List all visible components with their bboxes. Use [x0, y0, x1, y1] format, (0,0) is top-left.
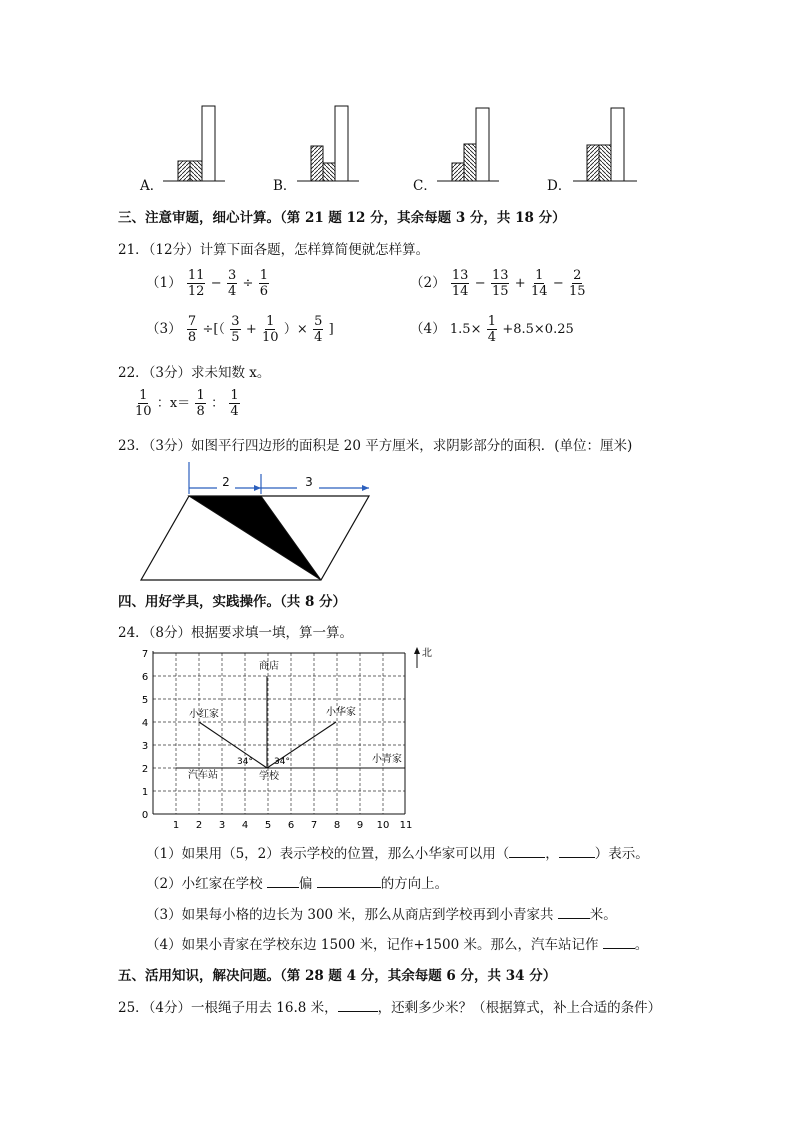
option-c-label: C． — [413, 178, 437, 194]
y-tick-label: 1 — [141, 787, 149, 798]
x-tick-label: 7 — [310, 820, 318, 831]
q21-p1-label: （1） — [146, 275, 182, 291]
x-tick-label: 4 — [241, 820, 249, 831]
q23-parallelogram-figure — [135, 460, 380, 585]
school-label: 学校 — [259, 771, 279, 782]
x-tick-label: 11 — [399, 820, 413, 831]
y-tick-label: 4 — [141, 718, 149, 729]
q23-stem: 23．（3分）如图平行四边形的面积是 20 平方厘米，求阴影部分的面积．(单位：厘米) — [118, 438, 633, 454]
q23-dim-2: 2 — [222, 475, 230, 489]
q21-p3-frac1: $\frac{7}{8}$ — [187, 314, 197, 345]
q21-p3-label: （3） — [146, 321, 182, 337]
option-b-chart — [297, 106, 359, 181]
q21-p2-frac3: $\frac{1}{14}$ — [530, 268, 548, 299]
y-tick-label: 0 — [141, 810, 149, 821]
q22-frac3: $\frac{1}{4}$ — [230, 388, 239, 419]
q24-sub3: （3）如果每小格的边长为 300 米，那么从商店到学校再到小青家共 米。 — [146, 903, 617, 923]
x-tick-label: 2 — [195, 820, 203, 831]
x-tick-label: 10 — [376, 820, 390, 831]
x-tick-label: 6 — [287, 820, 295, 831]
q21-p2-frac4: $\frac{2}{15}$ — [569, 268, 586, 299]
q21-p3-frac4: $\frac{5}{4}$ — [314, 314, 323, 345]
q21-part1: （1） $\frac{11}{12}$ − $\frac{3}{4}$ ÷ $\frac{1}{6}$ — [146, 268, 268, 299]
q22-frac1: $\frac{1}{10}$ — [135, 388, 152, 419]
x-tick-label: 5 — [264, 820, 272, 831]
bar-d2 — [599, 145, 611, 181]
y-tick-label: 6 — [141, 672, 149, 683]
q21-stem: 21．（12分）计算下面各题，怎样算简便就怎样算。 — [118, 242, 430, 258]
bar-c2 — [464, 144, 476, 181]
bar-b2 — [323, 163, 335, 181]
bar-b1 — [311, 146, 323, 181]
q24-sub1: （1）如果用（5，2）表示学校的位置，那么小华家可以用（ ， ）表示。 — [146, 842, 649, 862]
y-tick-label: 7 — [141, 649, 149, 660]
bar-a3 — [202, 106, 215, 181]
q21-p2-label: （2） — [410, 275, 446, 291]
y-tick-label: 3 — [141, 741, 149, 752]
q21-p4-frac: $\frac{1}{4}$ — [487, 314, 497, 345]
xiaohua-label: 小华家 — [326, 707, 356, 718]
section-4-title: 四、用好学具，实践操作。（共 8 分） — [118, 594, 347, 610]
q24-blank-y[interactable] — [559, 843, 595, 858]
bus-station-label: 汽车站 — [188, 770, 218, 781]
q21-part3: （3） $\frac{7}{8}$ ÷[（ $\frac{3}{5}$ + $\frac{1}{10}$ ）× $\frac{5}{4}$ ] — [146, 314, 334, 345]
section-3-title: 三、注意审题，细心计算。（第 21 题 12 分，其余每题 3 分，共 18 分） — [118, 210, 566, 226]
option-b-label: B． — [273, 178, 297, 194]
q21-p1-frac2: $\frac{3}{4}$ — [227, 268, 237, 299]
q24-sub2: （2）小红家在学校 偏 的方向上。 — [146, 872, 448, 892]
bar-c3 — [476, 108, 489, 181]
xiaohong-label: 小红家 — [189, 709, 219, 720]
q24-blank-bus[interactable] — [603, 934, 635, 949]
y-tick-label: 5 — [141, 695, 149, 706]
q22-frac2: $\frac{1}{8}$ — [196, 388, 205, 419]
bar-c1 — [452, 163, 464, 181]
q21-p1-frac3: $\frac{1}{6}$ — [259, 268, 268, 299]
option-c-chart — [437, 108, 499, 181]
option-a-chart — [163, 106, 225, 181]
x-tick-label: 9 — [356, 820, 364, 831]
q23-dim-3: 3 — [305, 475, 313, 489]
q24-blank-distance[interactable] — [558, 904, 590, 919]
option-d-label: D． — [547, 178, 572, 194]
q24-blank-direction[interactable] — [267, 873, 299, 888]
q21-p4-label: （4） — [410, 321, 446, 337]
q22-stem: 22．（3分）求未知数 x。 — [118, 365, 271, 381]
y-tick-label: 2 — [141, 764, 149, 775]
angle-right-label: 34° — [274, 757, 290, 767]
section-5-title: 五、活用知识，解决问题。（第 28 题 4 分，其余每题 6 分，共 34 分） — [118, 968, 557, 984]
q21-p2-frac2: $\frac{13}{15}$ — [491, 268, 509, 299]
q24-grid-map — [135, 643, 445, 833]
q21-p2-frac1: $\frac{13}{14}$ — [451, 268, 469, 299]
q22-equation: $\frac{1}{10}$ ：x＝ $\frac{1}{8}$ ： $\frac{1}{4}$ — [135, 388, 239, 419]
north-label: 北 — [422, 648, 432, 659]
bar-a2 — [190, 161, 202, 181]
option-a-label: A． — [140, 178, 164, 194]
x-tick-label: 8 — [333, 820, 341, 831]
option-charts — [130, 98, 690, 193]
q25-stem: 25．（4分）一根绳子用去 16.8 米， ，还剩多少米？（根据算式，补上合适的条件） — [118, 996, 661, 1016]
x-tick-label: 1 — [172, 820, 180, 831]
xiaoqing-label: 小青家 — [372, 754, 402, 765]
bar-d3 — [611, 108, 624, 181]
q21-p1-frac1: $\frac{11}{12}$ — [187, 268, 205, 299]
q24-blank-angle[interactable] — [317, 873, 381, 888]
q21-p3-frac3: $\frac{1}{10}$ — [262, 314, 279, 345]
q24-stem: 24．（8分）根据要求填一填，算一算。 — [118, 625, 354, 641]
option-d-chart — [573, 108, 637, 181]
bar-b3 — [335, 106, 348, 181]
q21-part4: （4） 1.5× $\frac{1}{4}$ +8.5×0.25 — [410, 314, 574, 345]
q24-blank-x[interactable] — [509, 843, 545, 858]
shop-label: 商店 — [259, 661, 279, 672]
q21-p3-frac2: $\frac{3}{5}$ — [231, 314, 240, 345]
bar-a1 — [178, 161, 190, 181]
angle-left-label: 34° — [237, 757, 253, 767]
bar-d1 — [587, 145, 599, 181]
q25-blank-condition[interactable] — [338, 997, 378, 1012]
q21-part2: （2） $\frac{13}{14}$ − $\frac{13}{15}$ + $\frac{1}{14}$ − $\frac{2}{15}$ — [410, 268, 586, 299]
q24-sub4: （4）如果小青家在学校东边 1500 米，记作+1500 米。那么，汽车站记作 。 — [146, 933, 648, 953]
x-tick-label: 3 — [218, 820, 226, 831]
